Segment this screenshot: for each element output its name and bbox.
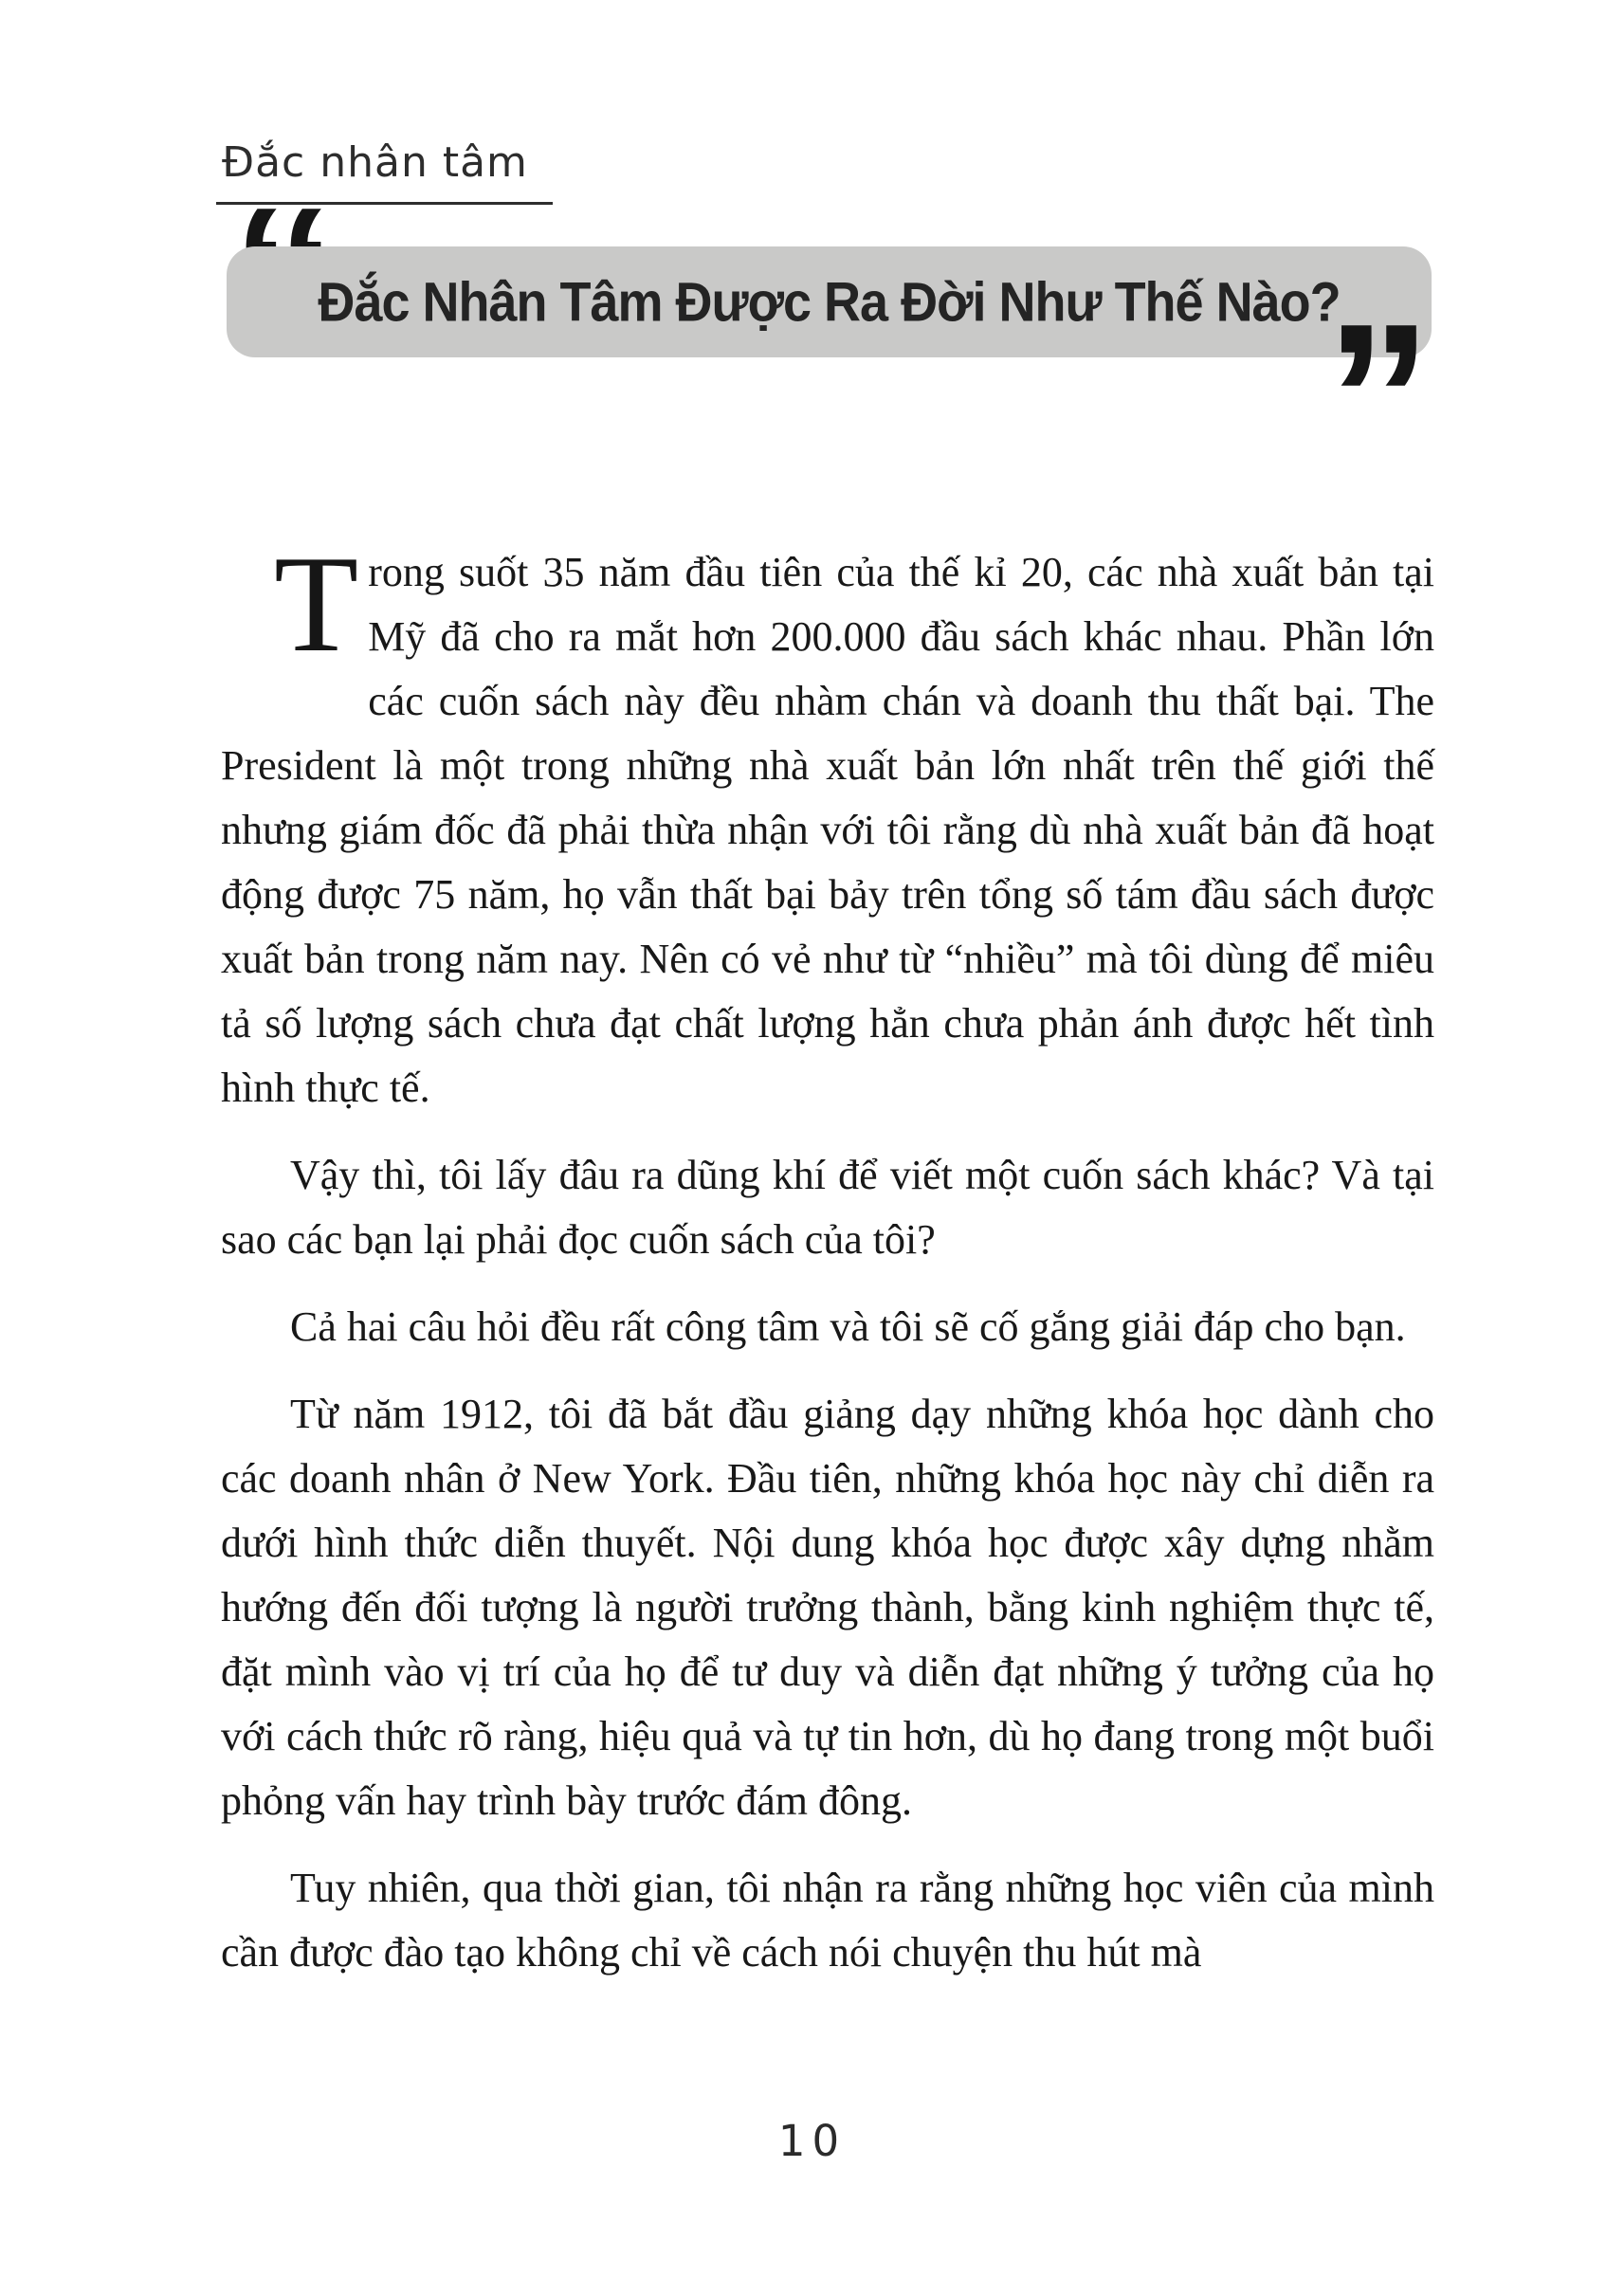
drop-cap: T — [274, 527, 359, 681]
page-number: 10 — [777, 2116, 847, 2166]
paragraph-text: Từ năm 1912, tôi đã bắt đầu giảng dạy những khóa học dành cho các doanh nhân ở New York. Đầu tiên, những khóa học này chỉ diễn ra dưới hình thức diễn thuyết. Nội dung khóa học được xây dựng nhằm hướng đến đối tượng là người trưởng thành, bằng kinh nghiệm thực tế, đặt mình vào vị trí của họ để tư duy và diễn đạt những ý tưởng của họ với cách thức rõ ràng, hiệu quả và tự tin hơn, dù họ đang trong một buổi phỏng vấn hay trình bày trước đám đông. — [221, 1391, 1434, 1824]
chapter-title-box — [227, 246, 1432, 357]
paragraph — [221, 1143, 1434, 1272]
paragraph — [221, 527, 1434, 1120]
body-text — [221, 527, 1434, 2008]
paragraph-text: Vậy thì, tôi lấy đâu ra dũng khí để viết một cuốn sách khác? Và tại sao các bạn lại phải đọc cuốn sách của tôi? — [221, 1152, 1434, 1263]
paragraph — [221, 1382, 1434, 1833]
paragraph-text: rong suốt 35 năm đầu tiên của thế kỉ 20, các nhà xuất bản tại Mỹ đã cho ra mắt hơn 200.000 đầu sách khác nhau. Phần lớn các cuốn sách này đều nhàm chán và doanh thu thất bại. The President là một trong những nhà xuất bản lớn nhất trên thế giới thế nhưng giám đốc đã phải thừa nhận với tôi rằng dù nhà xuất bản đã hoạt động được 75 năm, họ vẫn thất bại bảy trên tổng số tám đầu sách được xuất bản trong năm nay. Nên có vẻ như từ “nhiều” mà tôi dùng để miêu tả số lượng sách chưa đạt chất lượng hẳn chưa phản ánh được hết tình hình thực tế. — [221, 549, 1434, 1111]
paragraph-text: Cả hai câu hỏi đều rất công tâm và tôi sẽ cố gắng giải đáp cho bạn. — [290, 1303, 1406, 1350]
running-header: Đắc nhân tâm — [216, 138, 553, 205]
paragraph-text: Tuy nhiên, qua thời gian, tôi nhận ra rằng những học viên của mình cần được đào tạo không chỉ về cách nói chuyện thu hút mà — [221, 1865, 1434, 1976]
close-quote-icon: ” — [1325, 279, 1432, 518]
chapter-title: Đắc Nhân Tâm Được Ra Đời Như Thế Nào? — [318, 271, 1341, 333]
paragraph — [221, 1295, 1434, 1359]
paragraph — [221, 1856, 1434, 1985]
